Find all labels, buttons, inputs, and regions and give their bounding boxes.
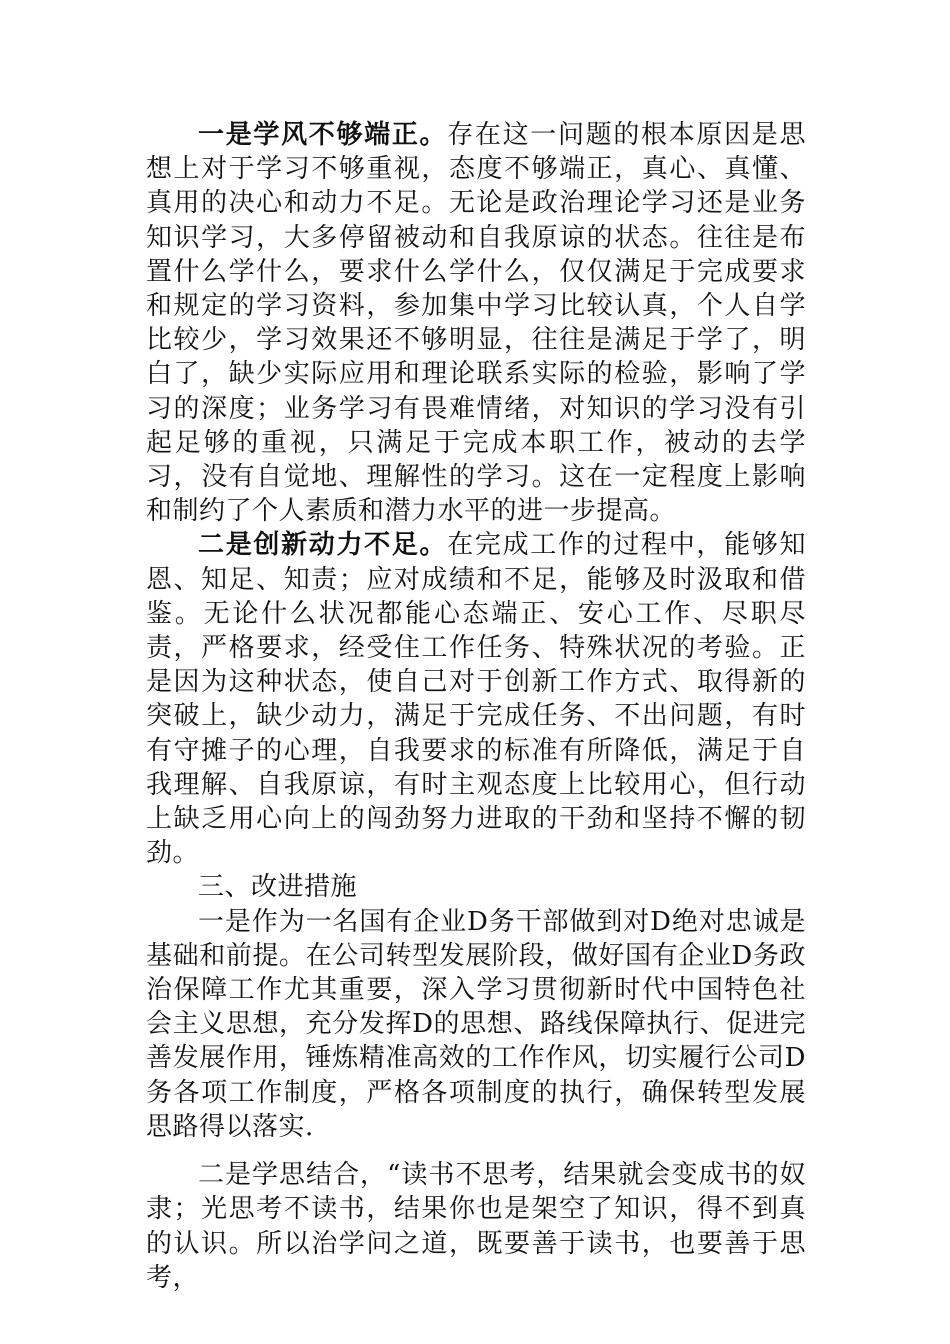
paragraph-study-style [146,118,806,528]
measure-paragraph-1: 一是作为一名国有企业D务干部做到对D绝对忠诚是基础和前提。在公司转型发展阶段，做好国有企业D务政治保障工作尤其重要，深入学习贯彻新时代中国特色社会主义思想，充分发挥D的思想、路线保障执行、促进完善发展作用，锤炼精准高效的工作作风，切实履行公司D务各项工作制度，严格各项制度的执行，确保转型发展思路得以落实. [146,906,806,1142]
measure-paragraph-2: 二是学思结合，“读书不思考，结果就会变成书的奴隶；光思考不读书，结果你也是架空了知识，得不到真的认识。所以治学问之道，既要善于读书，也要善于思考， [146,1160,806,1293]
section-heading: 三、改进措施 [198,872,358,903]
paragraph-text: 在完成工作的过程中，能够知恩、知足、知责；应对成绩和不足，能够及时汲取和借鉴。无论什么状况都能心态端正、安心工作、尽职尽责，严格要求，经受住工作任务、特殊状况的考验。正是因为这种状态，使自己对于创新工作方式、取得新的突破上，缺少动力，满足于完成任务、不出问题，有时有守摊子的心理，自我要求的标准有所降低，满足于自我理解、自我原谅，有时主观态度上比较用心，但行动上缺乏用心向上的闯劲努力进取的干劲和坚持不懈的韧劲。 [146,530,806,869]
document-page [146,118,806,1295]
paragraph-innovation [146,528,806,870]
paragraph-lead: 一是学风不够端正。 [198,120,448,150]
paragraph-text: 存在这一问题的根本原因是思想上对于学习不够重视，态度不够端正，真心、真懂、真用的决心和动力不足。无论是政治理论学习还是业务知识学习，大多停留被动和自我原谅的状态。往往是布置什么学什么，要求什么学什么，仅仅满足于完成要求和规定的学习资料，参加集中学习比较认真，个人自学比较少，学习效果还不够明显，往往是满足于学了，明白了，缺少实际应用和理论联系实际的检验，影响了学习的深度；业务学习有畏难情绪，对知识的学习没有引起足够的重视，只满足于完成本职工作，被动的去学习，没有自觉地、理解性的学习。这在一定程度上影响和制约了个人素质和潜力水平的进一步提高。 [146,120,806,527]
paragraph-lead: 二是创新动力不足。 [198,530,448,561]
